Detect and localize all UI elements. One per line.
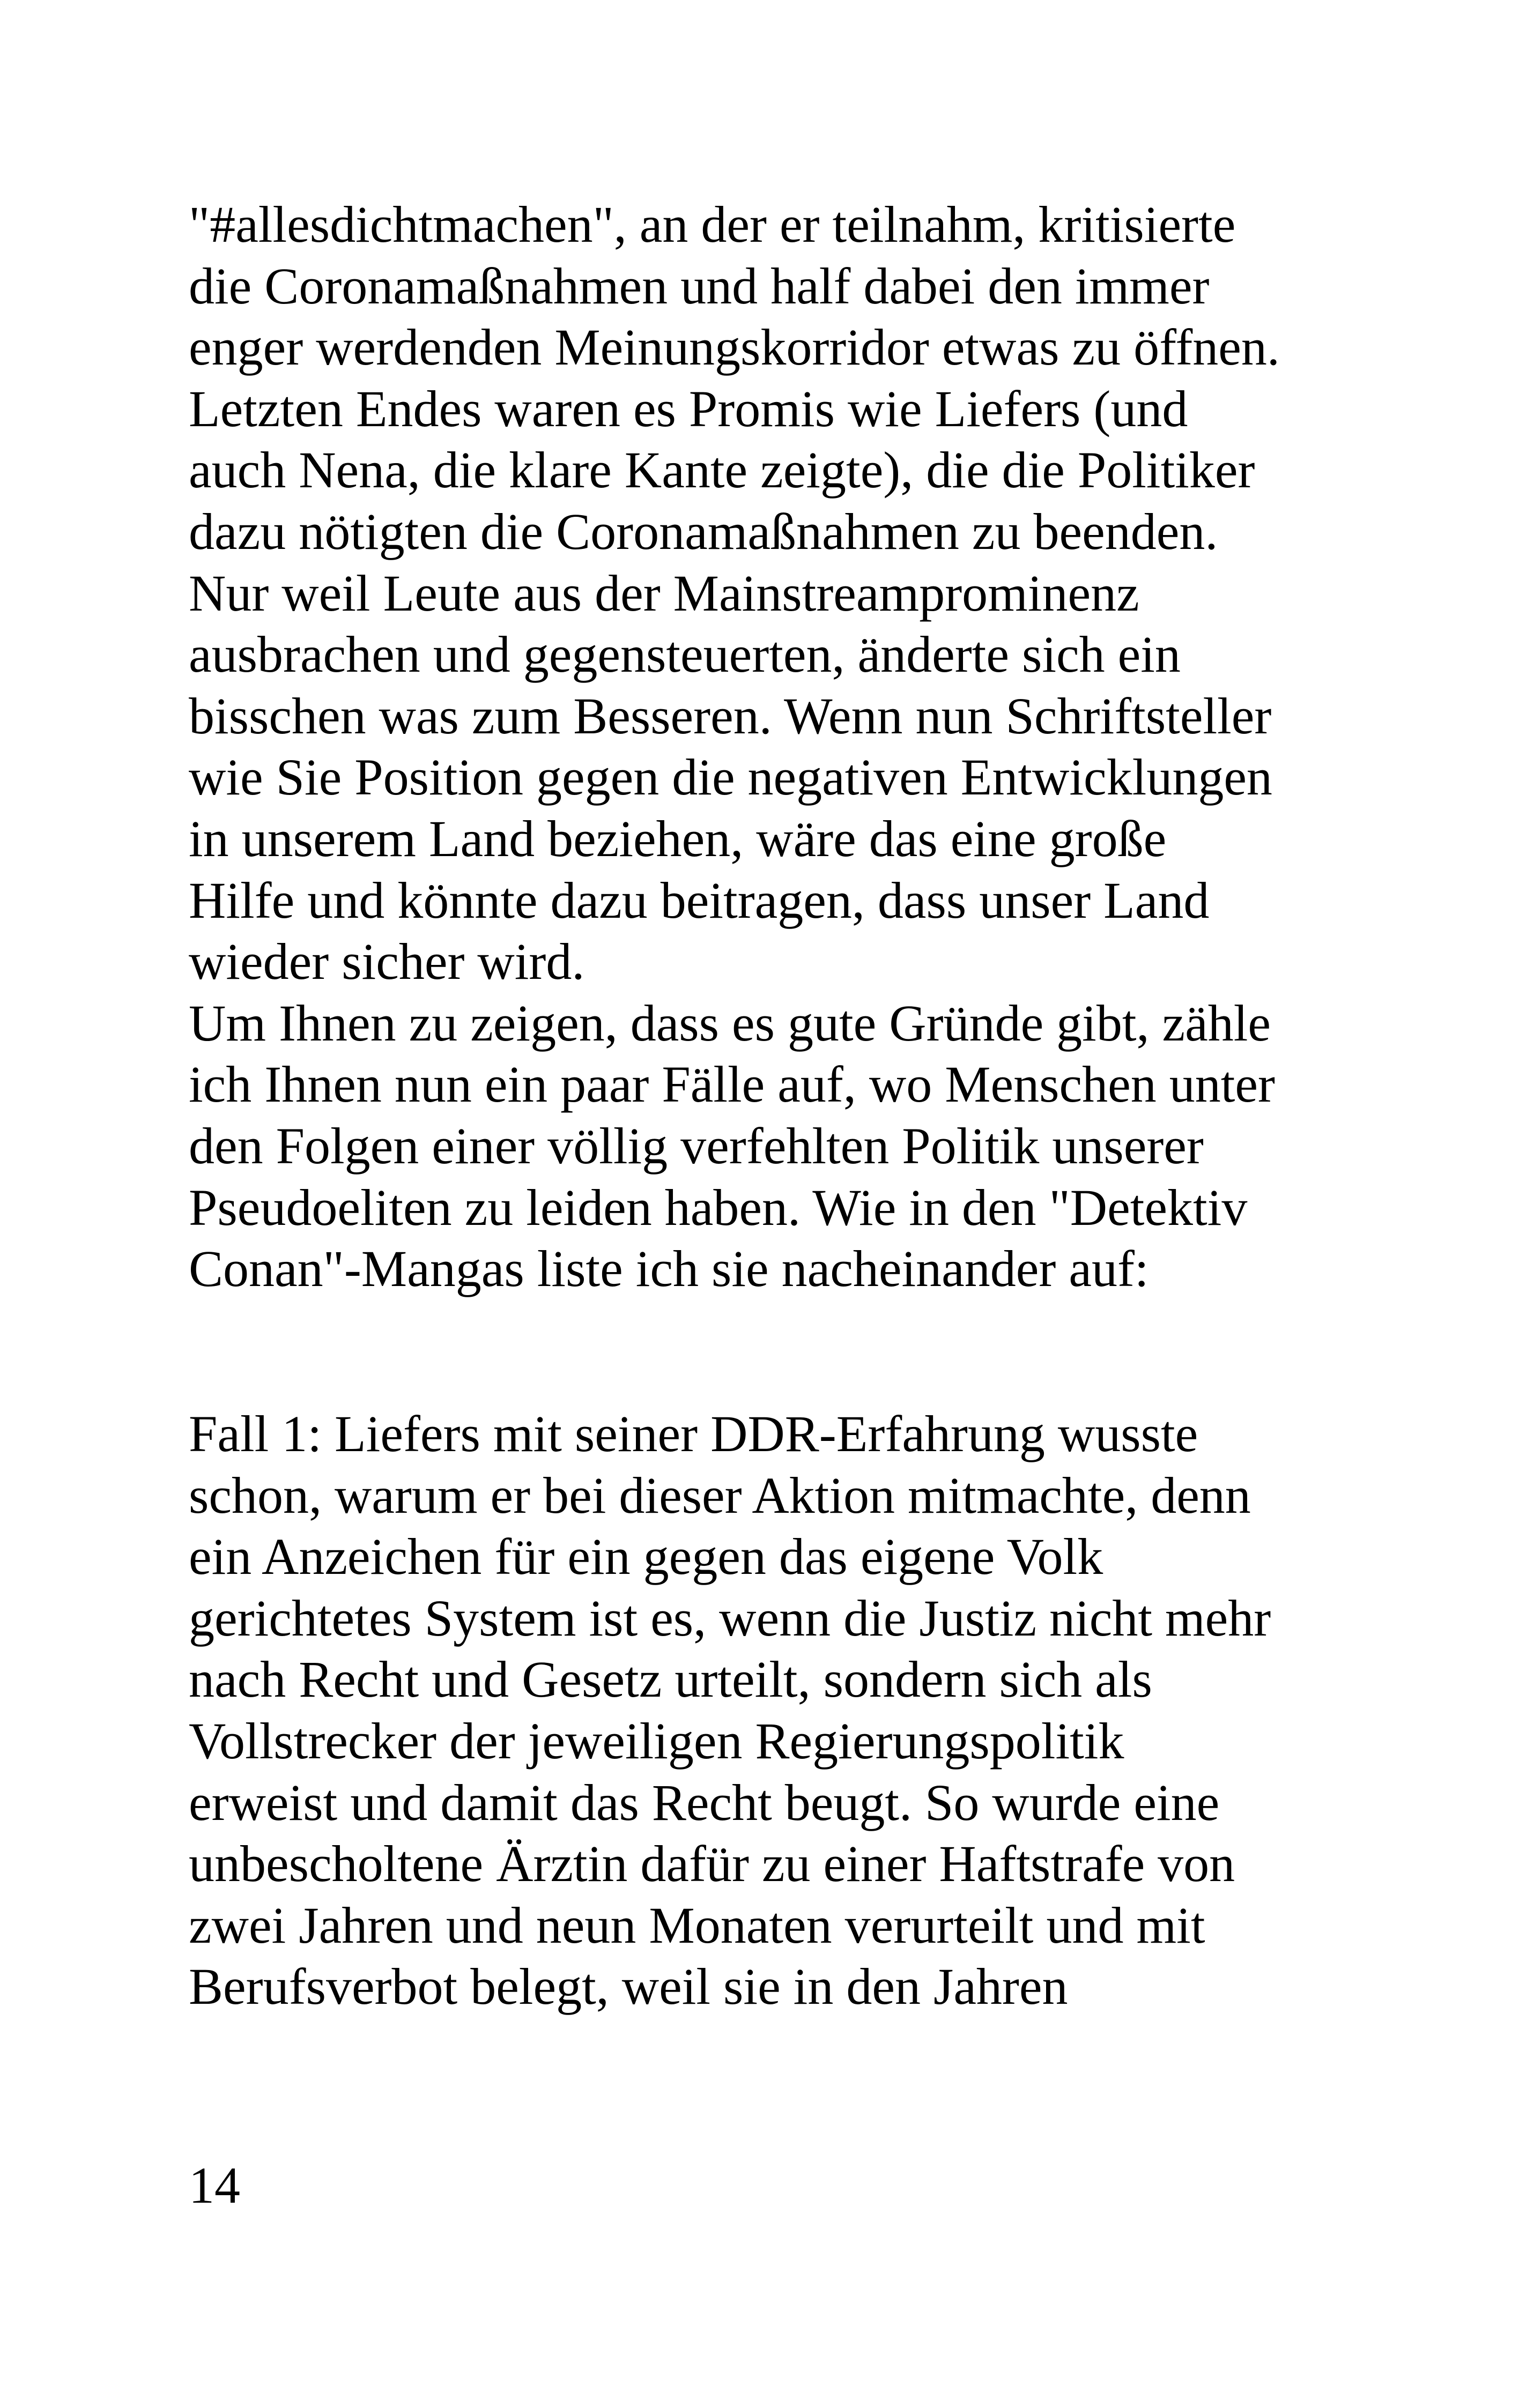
text-line: Vollstrecker der jeweiligen Regierungspolitik [189,1712,1124,1770]
text-line: zwei Jahren und neun Monaten verurteilt und mit [189,1896,1205,1954]
text-line: unbescholtene Ärztin dafür zu einer Haftstrafe von [189,1835,1235,1893]
text-line: Berufsverbot belegt, weil sie in den Jahren [189,1958,1068,2016]
text-line: Fall 1: Liefers mit seiner DDR-Erfahrung wusste [189,1405,1198,1462]
text-line: enger werdenden Meinungskorridor etwas zu öffnen. [189,318,1280,376]
text-line: ein Anzeichen für ein gegen das eigene Volk [189,1528,1103,1586]
text-line: wie Sie Position gegen die negativen Entwicklungen [189,748,1272,806]
text-line: die Coronamaßnahmen und half dabei den immer [189,257,1210,315]
text-line: ich Ihnen nun ein paar Fälle auf, wo Menschen unter [189,1056,1275,1113]
text-line: Nur weil Leute aus der Mainstreamprominenz [189,564,1139,622]
text-line: nach Recht und Gesetz urteilt, sondern sich als [189,1651,1152,1708]
text-line: Pseudoeliten zu leiden haben. Wie in den "Detektiv [189,1178,1248,1236]
paragraph-fall-1 [189,1403,1368,2018]
text-line: bisschen was zum Besseren. Wenn nun Schriftsteller [189,687,1272,745]
paragraph-continued-text [189,194,1368,1300]
text-line: erweist und damit das Recht beugt. So wurde eine [189,1773,1220,1831]
text-line: wieder sicher wird. [189,933,585,991]
text-line: Um Ihnen zu zeigen, dass es gute Gründe gibt, zähle [189,994,1271,1052]
text-line: gerichtetes System ist es, wenn die Justiz nicht mehr [189,1589,1271,1647]
page-number: 14 [189,2157,240,2214]
text-line: ausbrachen und gegensteuerten, änderte sich ein [189,626,1181,683]
text-line: schon, warum er bei dieser Aktion mitmachte, denn [189,1466,1251,1524]
text-line: auch Nena, die klare Kante zeigte), die die Politiker [189,441,1255,499]
text-line: den Folgen einer völlig verfehlten Politik unserer [189,1117,1204,1175]
text-line: Letzten Endes waren es Promis wie Liefers (und [189,380,1188,437]
text-line: Conan"-Mangas liste ich sie nacheinander auf: [189,1240,1149,1298]
text-line: Hilfe und könnte dazu beitragen, dass unser Land [189,871,1210,929]
text-line: "#allesdichtmachen", an der er teilnahm, kritisierte [189,196,1236,253]
text-line: in unserem Land beziehen, wäre das eine große [189,809,1167,867]
text-line: dazu nötigten die Coronamaßnahmen zu beenden. [189,502,1218,560]
